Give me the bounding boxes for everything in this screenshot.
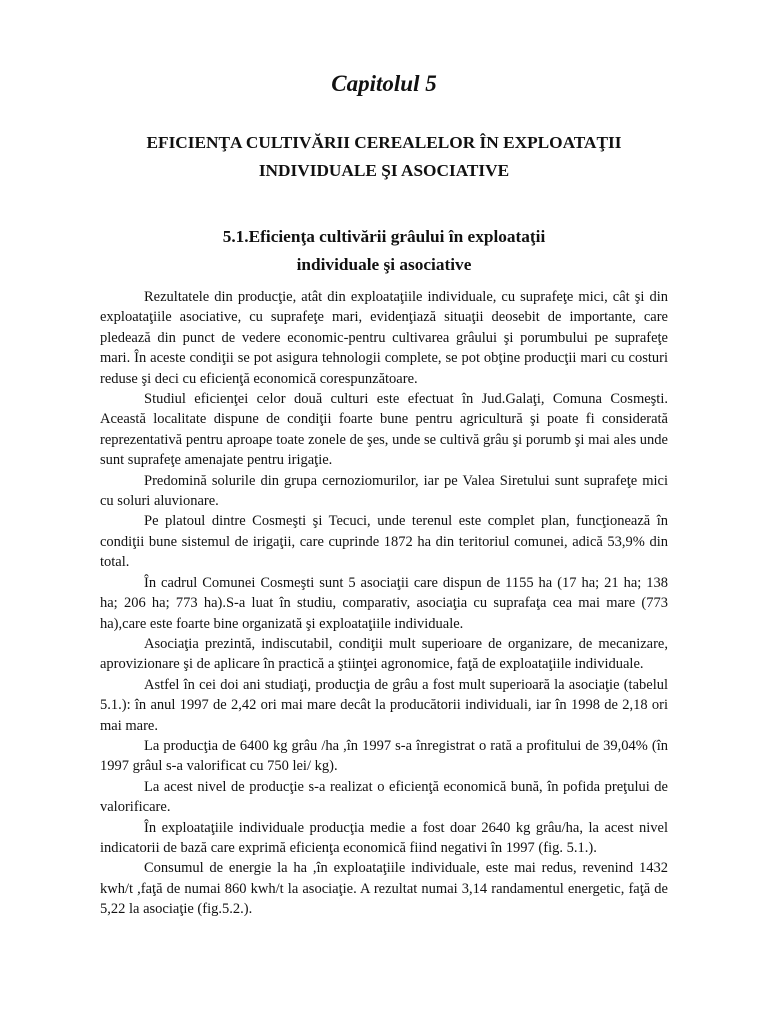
paragraph: La producţia de 6400 kg grâu /ha ,în 1997 s-a înregistrat o rată a profitului de 39,04% (în 1997 grâul s-a valorificat cu 750 lei/ kg). (100, 737, 668, 775)
section-title-line: 5.1.Eficienţa cultivării grâului în exploataţii (222, 227, 546, 246)
chapter-title (96, 129, 672, 185)
paragraph: Pe platoul dintre Cosmeşti şi Tecuci, unde terenul este complet plan, funcţionează în condiţii bune sistemul de irigaţii, care cuprinde 1872 ha din teritoriul comunei, adică 53,9% din total. (100, 513, 668, 571)
chapter-heading: Capitolul 5 (331, 71, 437, 96)
section-title (96, 223, 672, 279)
body-text (100, 287, 668, 920)
paragraph: Studiul eficienţei celor două culturi este efectuat în Jud.Galaţi, Comuna Cosmeşti. Această localitate dispune de condiţii foarte bune pentru agricultură şi poate fi considerată reprezentativă pentru aproape toate zonele de şes, unde se cultivă grâu şi porumb şi mai ales unde sunt suprafeţe amenajate pentru irigaţie. (100, 391, 668, 469)
paragraph: La acest nivel de producţie s-a realizat o eficienţă economică bună, în pofida preţului de valorificare. (100, 778, 668, 816)
chapter-title-line: EFICIENŢA CULTIVĂRII CEREALELOR ÎN EXPLOATAŢII (146, 133, 622, 152)
paragraph: Astfel în cei doi ani studiaţi, producţia de grâu a fost mult superioară la asociaţie (tabelul 5.1.): în anul 1997 de 2,42 ori mai mare decât la producătorii individuali, iar în 1998 de 2,18 ori mai mare. (100, 676, 668, 734)
chapter-title-line: INDIVIDUALE ŞI ASOCIATIVE (258, 161, 510, 180)
section-title-line: individuale şi asociative (296, 255, 472, 274)
paragraph: În exploataţiile individuale producţia medie a fost doar 2640 kg grâu/ha, la acest nivel indicatorii de bază care exprimă eficienţa economică fiind negativi în 1997 (fig. 5.1.). (100, 819, 668, 856)
paragraph: Predomină solurile din grupa cernoziomurilor, iar pe Valea Siretului sunt suprafeţe mici cu soluri aluvionare. (100, 472, 668, 510)
paragraph: În cadrul Comunei Cosmeşti sunt 5 asociaţii care dispun de 1155 ha (17 ha; 21 ha; 138 ha; 206 ha; 773 ha).S-a luat în studiu, comparativ, asociaţia cu suprafaţa cea mai mare (773 ha),care este foarte bine organizată şi exploataţiile individuale. (100, 574, 668, 632)
paragraph: Asociaţia prezintă, indiscutabil, condiţii mult superioare de organizare, de mecanizare, aprovizionare şi de aplicare în practică a ştiinţei agronomice, faţă de exploataţiile individuale. (100, 635, 668, 673)
paragraph: Rezultatele din producţie, atât din exploataţiile individuale, cu suprafeţe mici, cât şi din exploataţiile asociative, cu suprafeţe mari, evidenţiază situaţii deosebit de importante, care pledează din punct de vedere economic-pentru cultivarea grâului şi porumbului pe suprafeţe mari. În aceste condiţii se pot asigura tehnologii complete, se pot obţine producţii mari cu costuri reduse şi deci cu eficienţă economică corespunzătoare. (100, 289, 668, 387)
paragraph: Consumul de energie la ha ,în exploataţiile individuale, este mai redus, revenind 1432 kwh/t ,faţă de numai 860 kwh/t la asociaţie. A rezultat numai 3,14 randamentul energetic, faţă de 5,22 la asociaţie (fig.5.2.). (100, 860, 668, 918)
